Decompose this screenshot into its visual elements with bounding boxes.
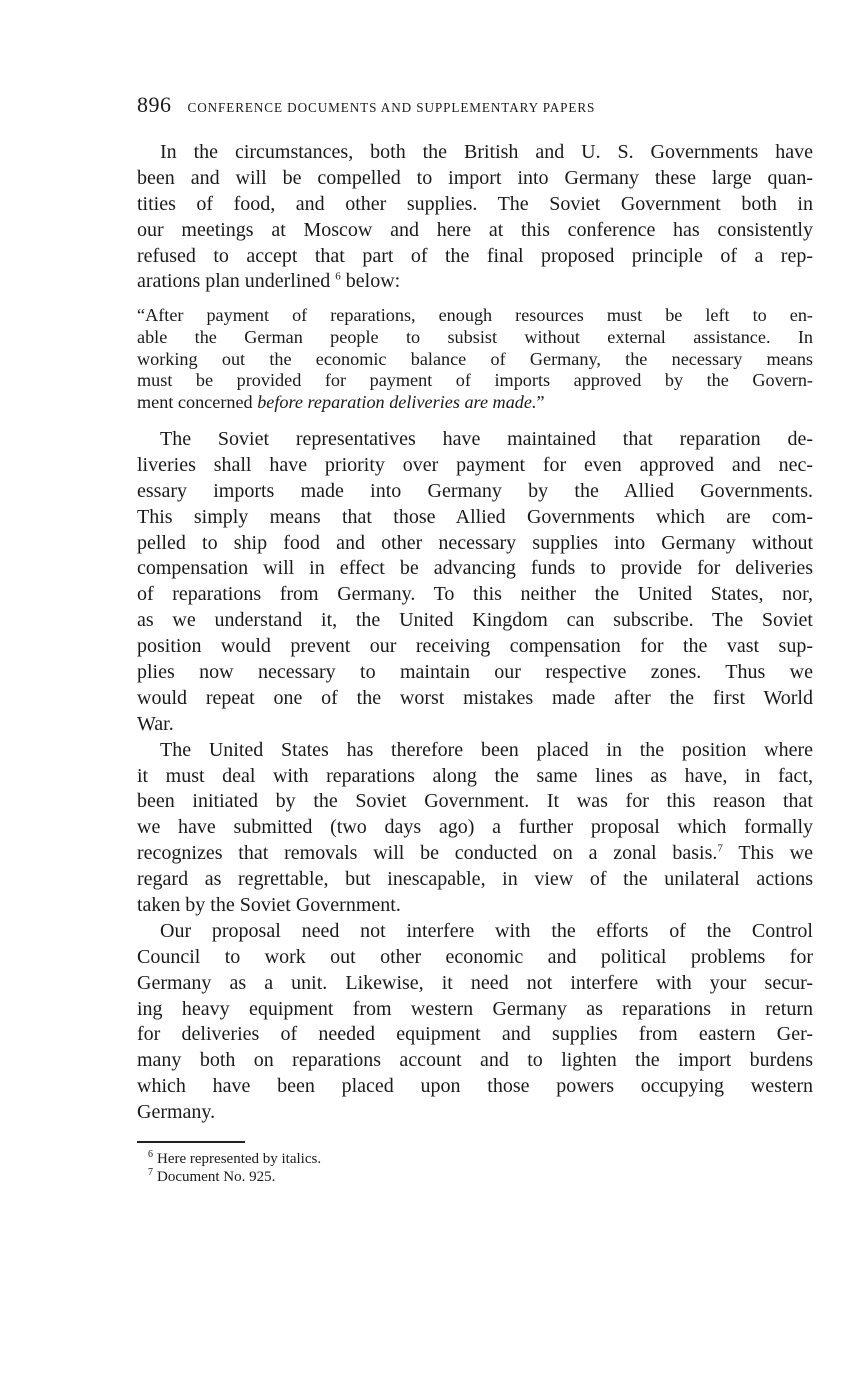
text-line: many both on reparations account and to lighten the import burdens bbox=[137, 1049, 813, 1072]
footnote-ref: 6 bbox=[335, 270, 341, 283]
footnote-mark: 6 bbox=[148, 1149, 153, 1160]
page-number: 896 bbox=[137, 92, 172, 117]
text-line: which have been placed upon those powers occupying western bbox=[137, 1075, 813, 1098]
quote-line: able the German people to subsist without external assistance. In bbox=[137, 326, 813, 347]
footnote-mark: 7 bbox=[148, 1167, 153, 1178]
text-line: War. bbox=[137, 712, 174, 735]
text-line: would repeat one of the worst mistakes made after the first World bbox=[137, 686, 813, 709]
footnote: $^6$ Here represented by italics. bbox=[148, 1149, 322, 1167]
text-line: it must deal with reparations along the same lines as have, in fact, bbox=[137, 764, 813, 787]
paragraph-2 bbox=[137, 427, 813, 738]
text-line: This simply means that those Allied Governments which are com- bbox=[137, 505, 813, 528]
text-line: for deliveries of needed equipment and supplies from eastern Ger- bbox=[137, 1023, 813, 1046]
footnote-ref: 7 bbox=[717, 842, 723, 855]
text-line: Council to work out other economic and political problems for bbox=[137, 945, 813, 968]
text-line: refused to accept that part of the final proposed principle of a rep- bbox=[137, 244, 813, 267]
text-line: we have submitted (two days ago) a further proposal which formally bbox=[137, 816, 813, 839]
text-line: been and will be compelled to import into Germany these large quan- bbox=[137, 166, 813, 189]
text-line: plies now necessary to maintain our respective zones. Thus we bbox=[137, 661, 813, 684]
text-line: arations plan underlined $^6$ below: bbox=[137, 270, 401, 293]
block-quote bbox=[137, 305, 813, 414]
text-line: of reparations from Germany. To this neither the United States, nor, bbox=[137, 583, 813, 606]
text-line: Germany. bbox=[137, 1101, 216, 1124]
quote-line: must be provided for payment of imports approved by the Govern- bbox=[137, 370, 813, 391]
quote-line: “After payment of reparations, enough resources must be left to en- bbox=[137, 305, 813, 325]
footnotes bbox=[148, 1150, 548, 1186]
paragraph-1 bbox=[137, 140, 813, 295]
text-line: compensation will in effect be advancing funds to provide for deliveries bbox=[137, 557, 813, 580]
text-line: The Soviet representatives have maintained that reparation de- bbox=[160, 428, 813, 450]
text-line: tities of food, and other supplies. The Soviet Government both in bbox=[137, 192, 813, 215]
text-line: In the circumstances, both the British and U. S. Governments have bbox=[160, 141, 813, 163]
italic-text: before reparation deliveries are made. bbox=[257, 392, 537, 413]
text-line: taken by the Soviet Government. bbox=[137, 894, 401, 917]
text-line: been initiated by the Soviet Government. It was for this reason that bbox=[137, 790, 813, 813]
paragraphs-2-4 bbox=[137, 427, 813, 1126]
quote-line: working out the economic balance of Germany, the necessary means bbox=[137, 348, 813, 369]
text-line: Germany as a unit. Likewise, it need not interfere with your secur- bbox=[137, 971, 813, 994]
text-line: pelled to ship food and other necessary supplies into Germany without bbox=[137, 531, 813, 554]
text-line: recognizes that removals will be conducted on a zonal basis.$^7$ This we bbox=[137, 842, 813, 865]
footnote-divider bbox=[137, 1141, 245, 1143]
text-line: our meetings at Moscow and here at this conference has consistently bbox=[137, 218, 813, 241]
text-line: The United States has therefore been placed in the position where bbox=[160, 738, 813, 761]
footnote: $^7$ Document No. 925. bbox=[148, 1167, 276, 1185]
text-line: Our proposal need not interfere with the efforts of the Control bbox=[160, 919, 813, 942]
text-line: regard as regrettable, but inescapable, in view of the unilateral actions bbox=[137, 868, 813, 891]
paragraph-4 bbox=[137, 919, 813, 1126]
text-line: essary imports made into Germany by the Allied Governments. bbox=[137, 479, 813, 502]
page-header bbox=[137, 92, 817, 118]
text-line: liveries shall have priority over payment for even approved and nec- bbox=[137, 453, 813, 476]
text-line: position would prevent our receiving compensation for the vast sup- bbox=[137, 635, 813, 658]
text-line: as we understand it, the United Kingdom can subscribe. The Soviet bbox=[137, 609, 813, 632]
text-line: ing heavy equipment from western Germany as reparations in return bbox=[137, 997, 813, 1020]
quote-line: ment concerned before reparation deliveries are made.” bbox=[137, 392, 545, 413]
paragraph-3 bbox=[137, 738, 813, 919]
running-head: CONFERENCE DOCUMENTS AND SUPPLEMENTARY PAPERS bbox=[187, 100, 596, 115]
